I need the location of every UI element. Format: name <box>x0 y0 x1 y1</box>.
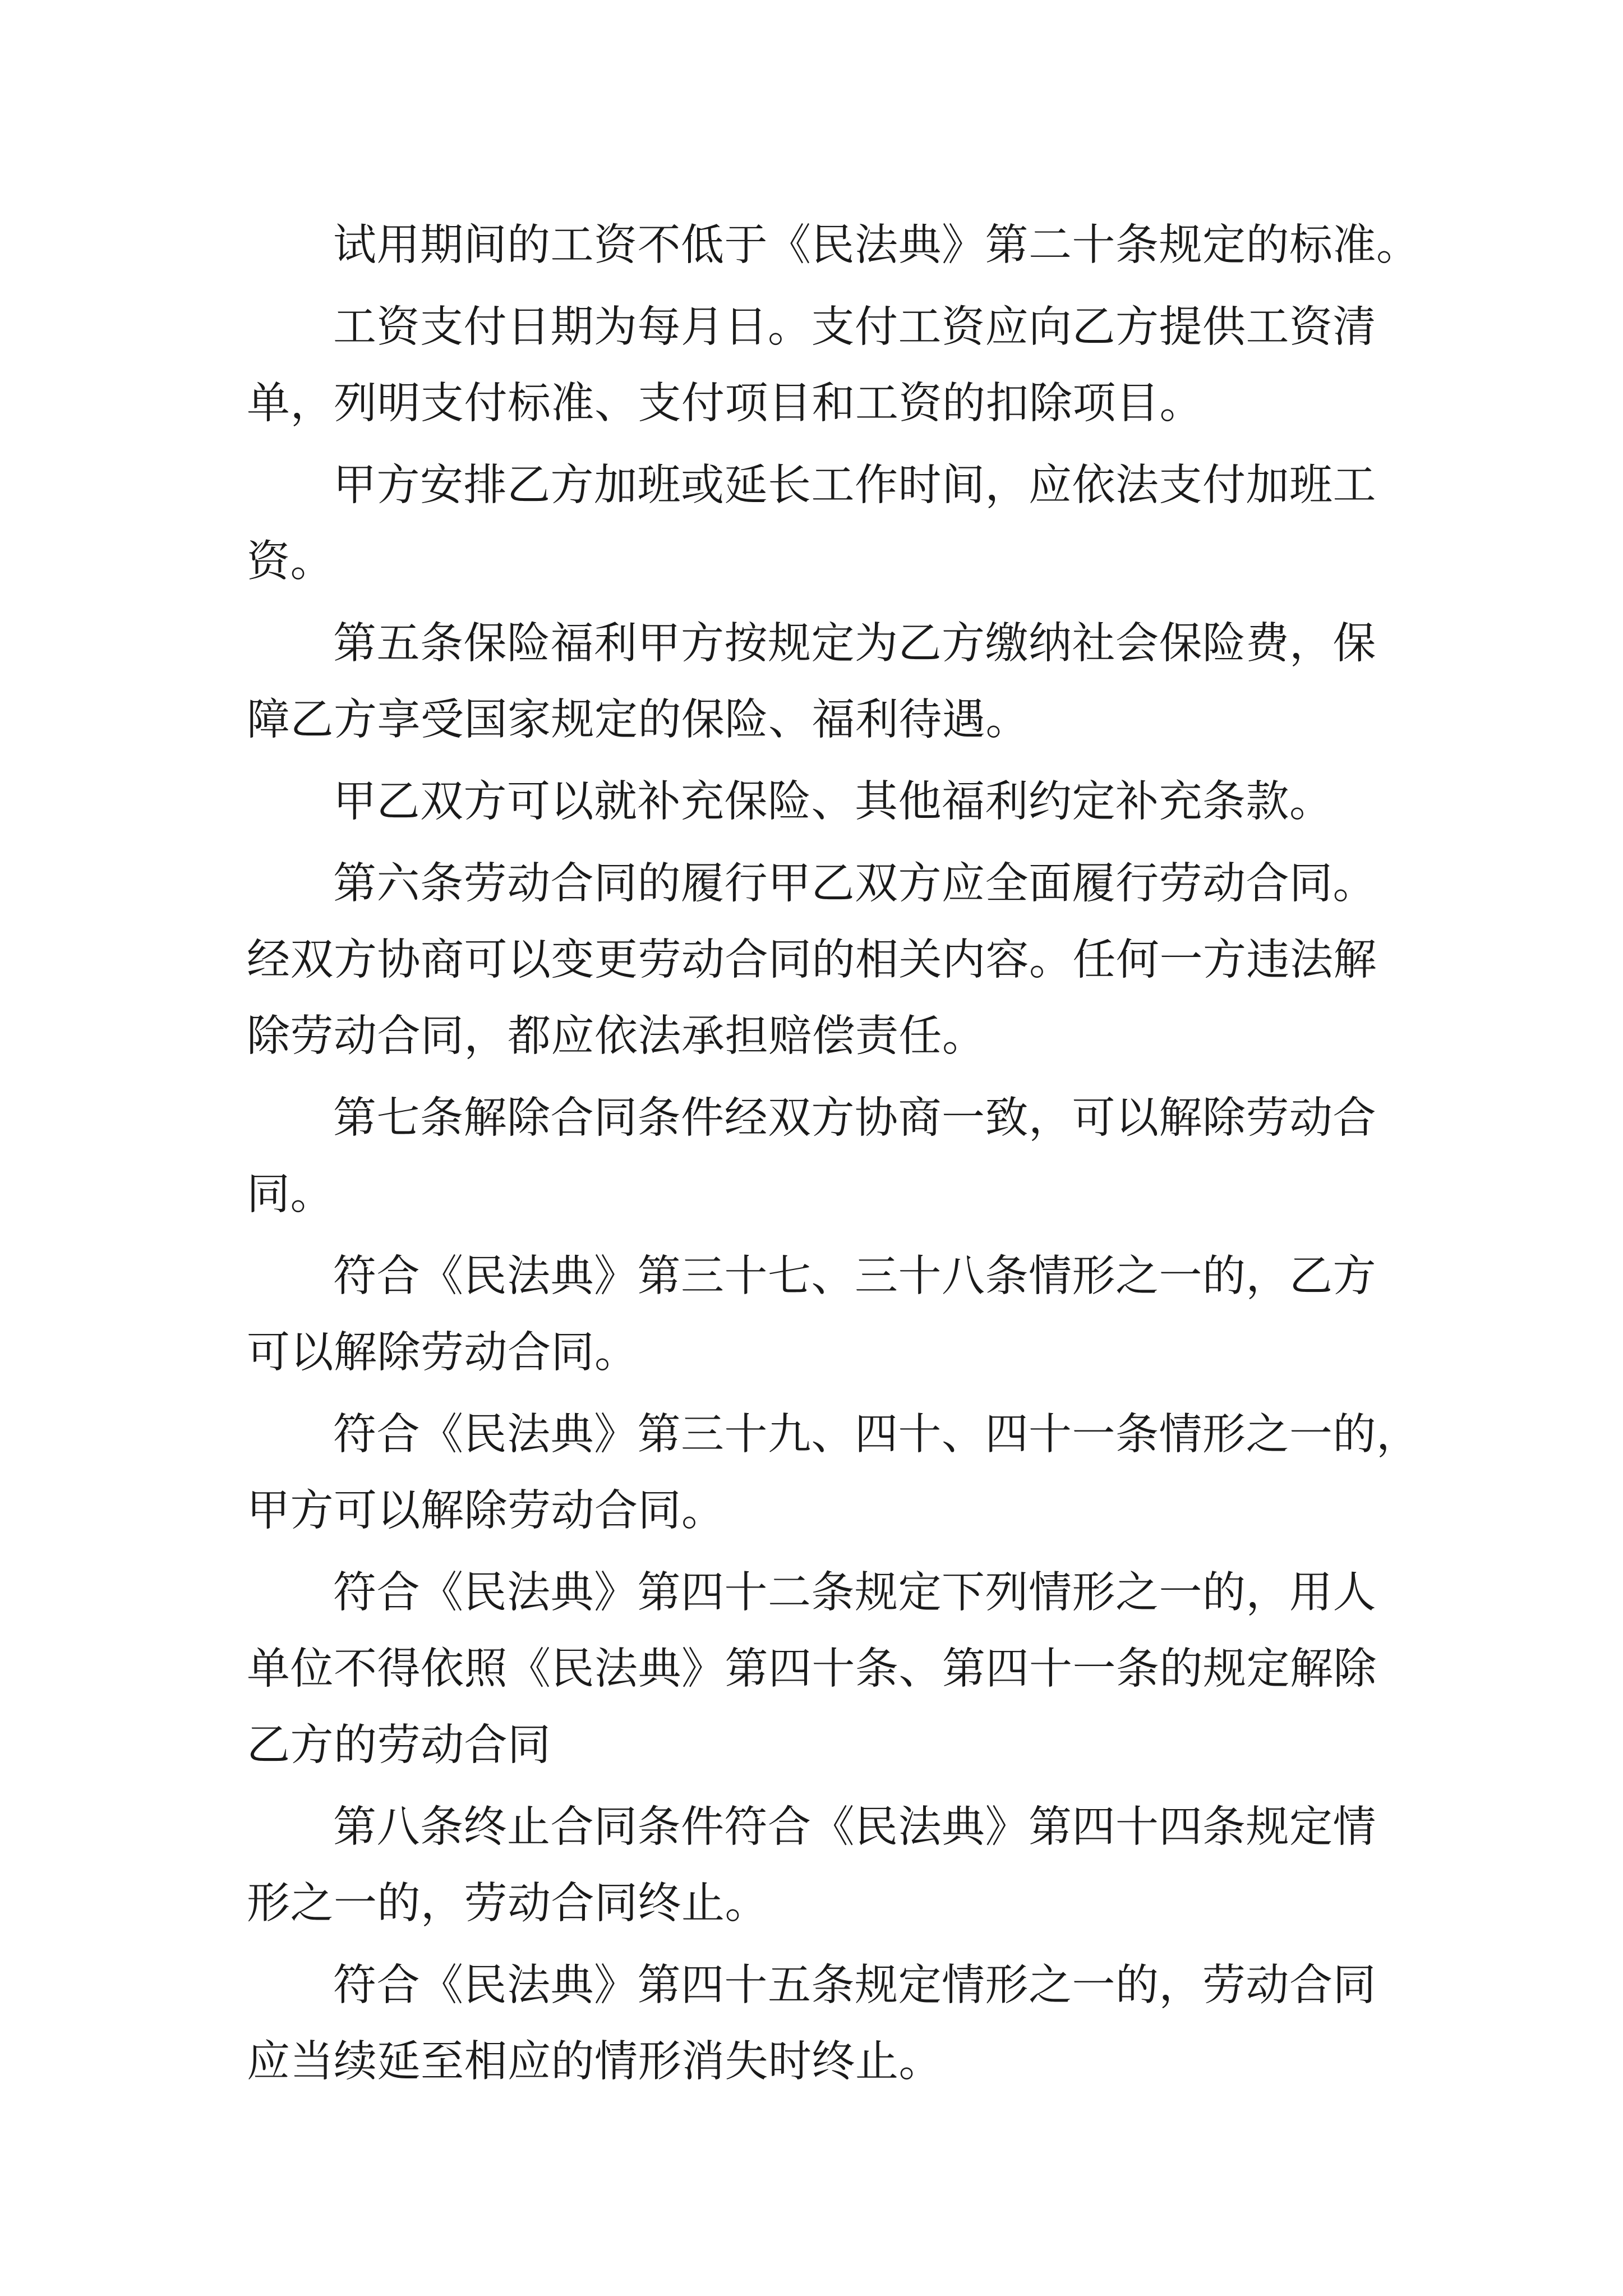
text-line: 除劳动合同，都应依法承担赔偿责任。 <box>247 1011 986 1061</box>
text-line: 第七条解除合同条件经双方协商一致，可以解除劳动合 <box>333 1093 1376 1143</box>
paragraph <box>247 289 1380 442</box>
paragraph <box>247 606 1380 758</box>
text-line: 符合《民法典》第三十七、三十八条情形之一的，乙方 <box>333 1251 1376 1301</box>
paragraph <box>247 846 1380 1075</box>
text-line: 可以解除劳动合同。 <box>247 1328 638 1378</box>
text-line: 工资支付日期为每月日。支付工资应向乙方提供工资清 <box>333 302 1376 352</box>
text-line: 符合《民法典》第四十五条规定情形之一的，劳动合同 <box>333 1961 1376 2010</box>
text-line: 甲方安排乙方加班或延长工作时间，应依法支付加班工 <box>333 461 1376 510</box>
paragraph <box>247 1080 1380 1233</box>
text-line: 单，列明支付标准、支付项目和工资的扣除项目。 <box>247 379 1203 429</box>
text-line: 应当续延至相应的情形消失时终止。 <box>247 2037 942 2087</box>
text-line: 第六条劳动合同的履行甲乙双方应全面履行劳动合同。 <box>333 859 1376 909</box>
paragraph <box>247 1555 1380 1784</box>
text-line: 单位不得依照《民法典》第四十条、第四十一条的规定解除 <box>247 1644 1377 1694</box>
document-body <box>247 208 1420 2106</box>
text-line: 资。 <box>247 537 334 587</box>
text-line: 形之一的，劳动合同终止。 <box>247 1879 768 1929</box>
text-line: 符合《民法典》第四十二条规定下列情形之一的，用人 <box>333 1568 1376 1618</box>
text-line: 经双方协商可以变更劳动合同的相关内容。任何一方违法解 <box>247 935 1377 985</box>
text-line: 甲方可以解除劳动合同。 <box>247 1486 725 1536</box>
paragraph <box>247 1948 1380 2100</box>
paragraph <box>247 764 1380 840</box>
text-line: 障乙方享受国家规定的保险、福利待遇。 <box>247 695 1029 745</box>
text-line: 符合《民法典》第三十九、四十、四十一条情形之一的， <box>333 1410 1420 1460</box>
paragraph <box>247 1397 1420 1549</box>
text-line: 甲乙双方可以就补充保险、其他福利约定补充条款。 <box>333 777 1333 827</box>
paragraph <box>247 1789 1380 1942</box>
text-line: 第五条保险福利甲方按规定为乙方缴纳社会保险费，保 <box>333 619 1376 669</box>
text-line: 乙方的劳动合同 <box>247 1720 551 1770</box>
text-line: 试用期间的工资不低于《民法典》第二十条规定的标准。 <box>333 220 1420 270</box>
text-line: 同。 <box>247 1170 334 1220</box>
text-line: 第八条终止合同条件符合《民法典》第四十四条规定情 <box>333 1802 1376 1852</box>
paragraph <box>247 1239 1380 1391</box>
paragraph <box>247 208 1420 284</box>
paragraph <box>247 448 1380 600</box>
